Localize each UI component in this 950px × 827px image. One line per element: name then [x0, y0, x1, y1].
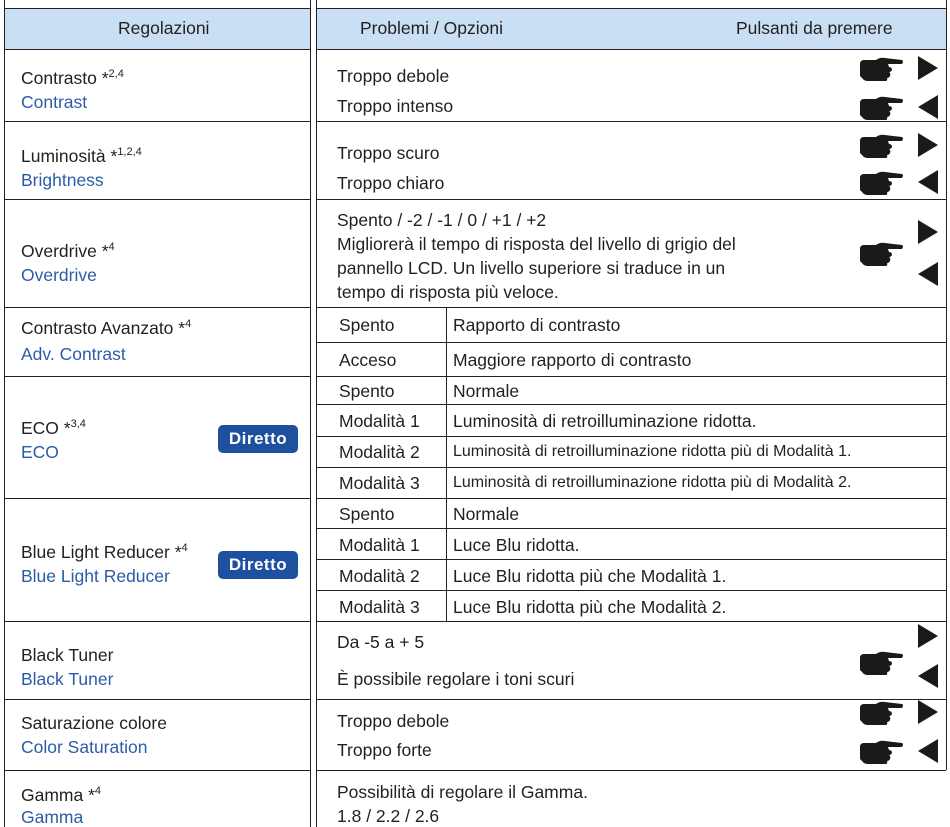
- contrast-label-en: Contrast: [21, 92, 88, 112]
- black-tuner-label-en: Black Tuner: [21, 669, 114, 689]
- header-buttons: Pulsanti da premere: [736, 18, 893, 38]
- triangle-right-icon: [918, 133, 938, 157]
- blue-light-val-1: Luce Blu ridotta.: [453, 535, 580, 555]
- gamma-desc: Possibilità di regolare il Gamma.: [337, 782, 588, 802]
- eco-direct-badge: Diretto: [218, 425, 298, 453]
- saturation-option-weak: Troppo debole: [337, 711, 450, 731]
- contrast-option-weak: Troppo debole: [337, 66, 450, 86]
- overdrive-desc-1: Migliorerà il tempo di risposta del livello di grigio del: [337, 234, 736, 254]
- triangle-right-icon: [918, 700, 938, 724]
- eco-key-1: Modalità 1: [339, 411, 420, 431]
- black-tuner-range: Da -5 a + 5: [337, 632, 425, 652]
- blue-light-key-1: Modalità 1: [339, 535, 420, 555]
- pointing-hand-icon: [858, 56, 904, 82]
- brightness-option-light: Troppo chiaro: [337, 173, 445, 193]
- saturation-label-it: Saturazione colore: [21, 713, 167, 733]
- header-settings: Regolazioni: [118, 18, 210, 38]
- brightness-label-it: Luminosità *$^{1,2,4}$: [21, 146, 142, 166]
- gamma-label-en: Gamma: [21, 807, 84, 827]
- overdrive-label-en: Overdrive: [21, 265, 97, 285]
- saturation-label-en: Color Saturation: [21, 737, 148, 757]
- triangle-left-icon: [918, 664, 938, 688]
- contrast-option-intense: Troppo intenso: [337, 96, 454, 116]
- pointing-hand-icon: [858, 739, 904, 765]
- black-tuner-label-it: Black Tuner: [21, 645, 114, 665]
- saturation-option-strong: Troppo forte: [337, 740, 432, 760]
- adv-contrast-key-on: Acceso: [339, 350, 397, 370]
- header-problems-options: Problemi / Opzioni: [360, 18, 503, 38]
- blue-light-label-it: Blue Light Reducer *$^4$: [21, 542, 188, 562]
- triangle-right-icon: [918, 624, 938, 648]
- pointing-hand-icon: [858, 241, 904, 267]
- pointing-hand-icon: [858, 700, 904, 726]
- adv-contrast-label-it: Contrasto Avanzato *$^4$: [21, 318, 192, 338]
- blue-light-label-en: Blue Light Reducer: [21, 566, 170, 586]
- adv-contrast-label-en: Adv. Contrast: [21, 344, 126, 364]
- pointing-hand-icon: [858, 133, 904, 159]
- eco-key-2: Modalità 2: [339, 442, 420, 462]
- triangle-left-icon: [918, 95, 938, 119]
- gamma-values: 1.8 / 2.2 / 2.6: [337, 806, 440, 826]
- pointing-hand-icon: [858, 650, 904, 676]
- pointing-hand-icon: [858, 95, 904, 121]
- eco-val-0: Normale: [453, 381, 520, 401]
- eco-key-3: Modalità 3: [339, 473, 420, 493]
- triangle-right-icon: [918, 56, 938, 80]
- eco-val-2: Luminosità di retroilluminazione ridotta più di Modalità 1.: [453, 443, 852, 460]
- blue-light-val-3: Luce Blu ridotta più che Modalità 2.: [453, 597, 727, 617]
- blue-light-key-3: Modalità 3: [339, 597, 420, 617]
- eco-label-it: ECO *$^{3,4}$: [21, 418, 86, 438]
- blue-light-val-2: Luce Blu ridotta più che Modalità 1.: [453, 566, 727, 586]
- gamma-label-it: Gamma *$^4$: [21, 785, 102, 805]
- brightness-label-en: Brightness: [21, 170, 104, 190]
- adv-contrast-val-off: Rapporto di contrasto: [453, 315, 621, 335]
- triangle-left-icon: [918, 739, 938, 763]
- triangle-left-icon: [918, 262, 938, 286]
- brightness-option-dark: Troppo scuro: [337, 143, 440, 163]
- black-tuner-desc: È possibile regolare i toni scuri: [337, 669, 575, 689]
- eco-key-0: Spento: [339, 381, 395, 401]
- overdrive-desc-3: tempo di risposta più veloce.: [337, 282, 559, 302]
- triangle-right-icon: [918, 220, 938, 244]
- blue-light-key-2: Modalità 2: [339, 566, 420, 586]
- adv-contrast-key-off: Spento: [339, 315, 395, 335]
- adv-contrast-val-on: Maggiore rapporto di contrasto: [453, 350, 692, 370]
- pointing-hand-icon: [858, 170, 904, 196]
- eco-val-3: Luminosità di retroilluminazione ridotta più di Modalità 2.: [453, 474, 852, 491]
- blue-light-direct-badge: Diretto: [218, 551, 298, 579]
- blue-light-val-0: Normale: [453, 504, 520, 524]
- overdrive-desc-2: pannello LCD. Un livello superiore si traduce in un: [337, 258, 726, 278]
- triangle-left-icon: [918, 170, 938, 194]
- eco-val-1: Luminosità di retroilluminazione ridotta.: [453, 411, 757, 431]
- eco-label-en: ECO: [21, 442, 59, 462]
- contrast-label-it: Contrasto *$^{2,4}$: [21, 68, 124, 88]
- overdrive-values: Spento / -2 / -1 / 0 / +1 / +2: [337, 210, 547, 230]
- blue-light-key-0: Spento: [339, 504, 395, 524]
- overdrive-label-it: Overdrive *$^4$: [21, 241, 115, 261]
